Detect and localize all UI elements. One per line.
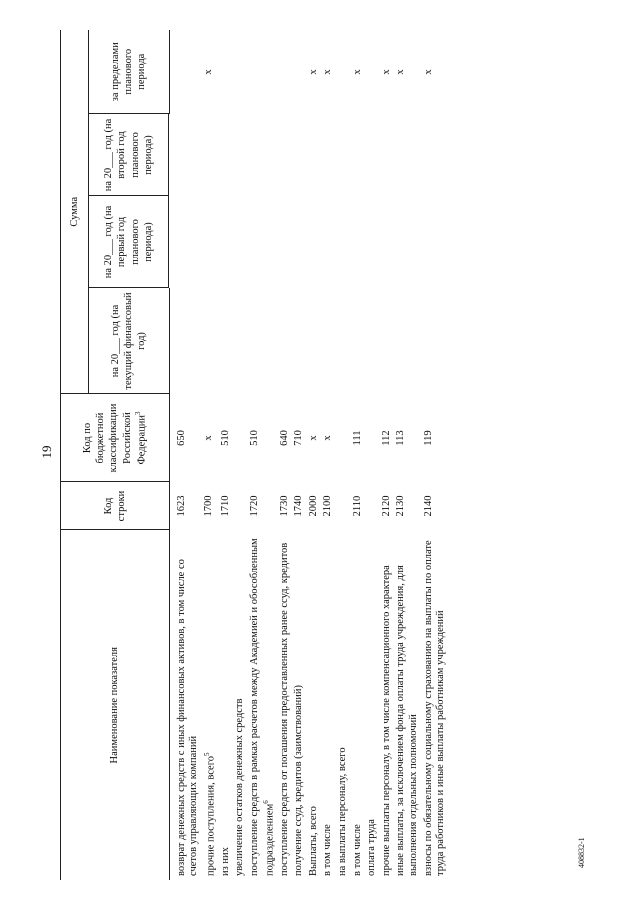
row-beyond: x xyxy=(380,69,392,75)
row-name xyxy=(278,530,293,880)
row-budget-code: x xyxy=(322,435,334,441)
row-name-text: оплата труда xyxy=(366,819,378,876)
table-row xyxy=(307,30,322,880)
row-name xyxy=(394,530,421,880)
row-year-first xyxy=(422,196,449,288)
table-row xyxy=(380,30,395,880)
row-name-text: в том числе xyxy=(322,824,334,876)
row-year-second xyxy=(422,114,449,196)
header-budget-code xyxy=(61,394,170,482)
row-year-first xyxy=(394,196,421,288)
table-body xyxy=(169,30,449,880)
row-name-text: взносы по обязательному социальному страхованию на выплаты по оплате труда работников и иные выплаты работникам учреждений xyxy=(422,540,447,876)
table-row xyxy=(248,30,278,880)
row-year-second xyxy=(336,114,351,196)
row-name xyxy=(307,530,322,880)
row-beyond xyxy=(292,30,307,114)
row-year-current xyxy=(278,288,293,394)
row-year-first xyxy=(202,196,219,288)
row-year-second xyxy=(202,114,219,196)
row-beyond: x xyxy=(307,69,319,75)
row-name-text: получение ссуд, кредитов (заимствований) xyxy=(293,685,305,876)
table-row xyxy=(292,30,307,880)
header-year-first: на 20___ год (на первый год планового периода) xyxy=(89,196,169,288)
row-beyond xyxy=(219,30,234,114)
row-year-current xyxy=(380,288,395,394)
row-name xyxy=(248,530,278,880)
row-beyond: x xyxy=(202,69,214,75)
row-budget-code: 111 xyxy=(351,430,363,446)
row-budget-code: 112 xyxy=(380,430,392,446)
row-line-code: 1730 xyxy=(278,495,290,517)
table-row xyxy=(351,30,366,880)
row-name xyxy=(336,530,351,880)
row-budget-code: 510 xyxy=(248,430,260,446)
row-year-first xyxy=(380,196,395,288)
row-beyond xyxy=(169,30,202,114)
table-row xyxy=(169,30,202,880)
row-year-second xyxy=(233,114,248,196)
row-year-current xyxy=(422,288,449,394)
row-year-second xyxy=(351,114,366,196)
row-line-code: 2130 xyxy=(395,495,407,517)
row-line-code: 2000 xyxy=(307,495,319,517)
row-budget-code xyxy=(365,394,380,482)
table-row xyxy=(278,30,293,880)
row-name-text: из них xyxy=(219,847,231,876)
row-line-code xyxy=(233,482,248,530)
row-beyond xyxy=(278,30,293,114)
row-year-first xyxy=(307,196,322,288)
row-year-current xyxy=(248,288,278,394)
row-name-text: прочие поступления, всего xyxy=(205,755,217,876)
row-name-text: на выплаты персоналу, всего xyxy=(337,747,349,876)
row-year-first xyxy=(248,196,278,288)
row-year-second xyxy=(394,114,421,196)
row-line-code: 1740 xyxy=(293,495,305,517)
table-row xyxy=(365,30,380,880)
row-name xyxy=(321,530,336,880)
row-name-text: прочие выплаты персоналу, в том числе компенсационного характера xyxy=(380,565,392,876)
row-line-code: 2110 xyxy=(351,495,363,517)
row-name xyxy=(219,530,234,880)
row-beyond: x xyxy=(322,69,334,75)
row-budget-code: 650 xyxy=(175,430,187,446)
row-line-code: 2120 xyxy=(380,495,392,517)
header-line-code: Код строки xyxy=(61,482,170,530)
row-name-text: Выплаты, всего xyxy=(307,806,319,876)
row-year-first xyxy=(219,196,234,288)
row-line-code xyxy=(365,482,380,530)
row-year-second xyxy=(380,114,395,196)
row-year-current xyxy=(169,288,202,394)
row-name xyxy=(351,530,366,880)
row-name xyxy=(380,530,395,880)
row-note: 6 xyxy=(261,800,270,804)
row-year-first xyxy=(292,196,307,288)
row-beyond xyxy=(233,30,248,114)
table-row xyxy=(422,30,449,880)
row-year-first xyxy=(233,196,248,288)
row-budget-code xyxy=(233,394,248,482)
row-budget-code: x xyxy=(202,435,214,441)
row-name xyxy=(169,530,202,880)
row-budget-code: x xyxy=(307,435,319,441)
row-year-current xyxy=(292,288,307,394)
row-note: 5 xyxy=(202,752,211,756)
row-budget-code xyxy=(336,394,351,482)
header-year-second: на 20___ год (на второй год планового периода) xyxy=(89,114,169,196)
row-year-second xyxy=(292,114,307,196)
row-year-second xyxy=(219,114,234,196)
row-year-current xyxy=(351,288,366,394)
header-year-current: на 20___ год (на текущий финансовый год) xyxy=(89,288,170,394)
row-year-first xyxy=(336,196,351,288)
row-year-first xyxy=(321,196,336,288)
row-year-current xyxy=(321,288,336,394)
row-line-code: 2100 xyxy=(322,495,334,517)
row-beyond xyxy=(248,30,278,114)
row-line-code: 1720 xyxy=(248,495,260,517)
row-year-current xyxy=(394,288,421,394)
table-row xyxy=(219,30,234,880)
row-year-current xyxy=(365,288,380,394)
row-year-second xyxy=(307,114,322,196)
row-year-second xyxy=(278,114,293,196)
row-beyond: x xyxy=(395,69,407,75)
header-beyond: за пределами планового периода xyxy=(89,30,170,114)
row-year-first xyxy=(351,196,366,288)
row-budget-code: 113 xyxy=(395,430,407,446)
row-name xyxy=(365,530,380,880)
table-row xyxy=(336,30,351,880)
financial-plan-table xyxy=(60,30,449,880)
row-year-first xyxy=(365,196,380,288)
page-number: 19 xyxy=(39,445,54,459)
row-line-code: 2140 xyxy=(422,495,434,517)
row-year-second xyxy=(321,114,336,196)
document-id: 408832-1 xyxy=(577,837,586,868)
row-name xyxy=(292,530,307,880)
row-beyond: x xyxy=(351,69,363,75)
row-beyond xyxy=(365,30,380,114)
row-line-code xyxy=(336,482,351,530)
header-sum: Сумма xyxy=(61,30,89,394)
row-year-second xyxy=(169,114,202,196)
row-budget-code: 119 xyxy=(422,430,434,446)
table-row xyxy=(202,30,219,880)
row-name-text: иные выплаты, за исключением фонда оплаты труда учреждения, для выполнения отдельных полномочий xyxy=(395,565,419,876)
row-year-second xyxy=(248,114,278,196)
row-year-current xyxy=(307,288,322,394)
row-year-second xyxy=(365,114,380,196)
row-name-text: возврат денежных средств с иных финансовых активов, в том числе со счетов управляющих компаний xyxy=(175,559,200,876)
row-name xyxy=(202,530,219,880)
row-year-first xyxy=(169,196,202,288)
row-name-text: увеличение остатков денежных средств xyxy=(234,698,246,876)
row-beyond: x xyxy=(422,69,434,75)
header-budget-code-note: 3 xyxy=(133,411,142,415)
rotated-table-container xyxy=(60,30,640,880)
header-indicator: Наименование показателя xyxy=(61,530,170,880)
row-name xyxy=(422,530,449,880)
header-budget-code-text: Код по бюджетной классификации Российской Федерации xyxy=(82,403,148,473)
row-name xyxy=(233,530,248,880)
row-beyond xyxy=(336,30,351,114)
row-year-current xyxy=(233,288,248,394)
table-area xyxy=(60,30,640,880)
row-budget-code: 510 xyxy=(219,430,231,446)
row-line-code: 1700 xyxy=(202,495,214,517)
table-row xyxy=(321,30,336,880)
row-line-code: 1710 xyxy=(219,495,231,517)
row-year-current xyxy=(219,288,234,394)
row-budget-code: 640 xyxy=(278,430,290,446)
table-row xyxy=(233,30,248,880)
row-budget-code: 710 xyxy=(293,430,305,446)
row-name-text: поступление средств от погашения предоставленных ранее ссуд, кредитов xyxy=(278,542,290,876)
row-year-current xyxy=(202,288,219,394)
row-line-code: 1623 xyxy=(175,495,187,517)
table-row xyxy=(394,30,421,880)
row-year-current xyxy=(336,288,351,394)
row-year-first xyxy=(278,196,293,288)
row-name-text: поступление средств в рамках расчетов между Академией и обособленным подразделением xyxy=(248,538,276,876)
row-name-text: в том числе xyxy=(351,824,363,876)
